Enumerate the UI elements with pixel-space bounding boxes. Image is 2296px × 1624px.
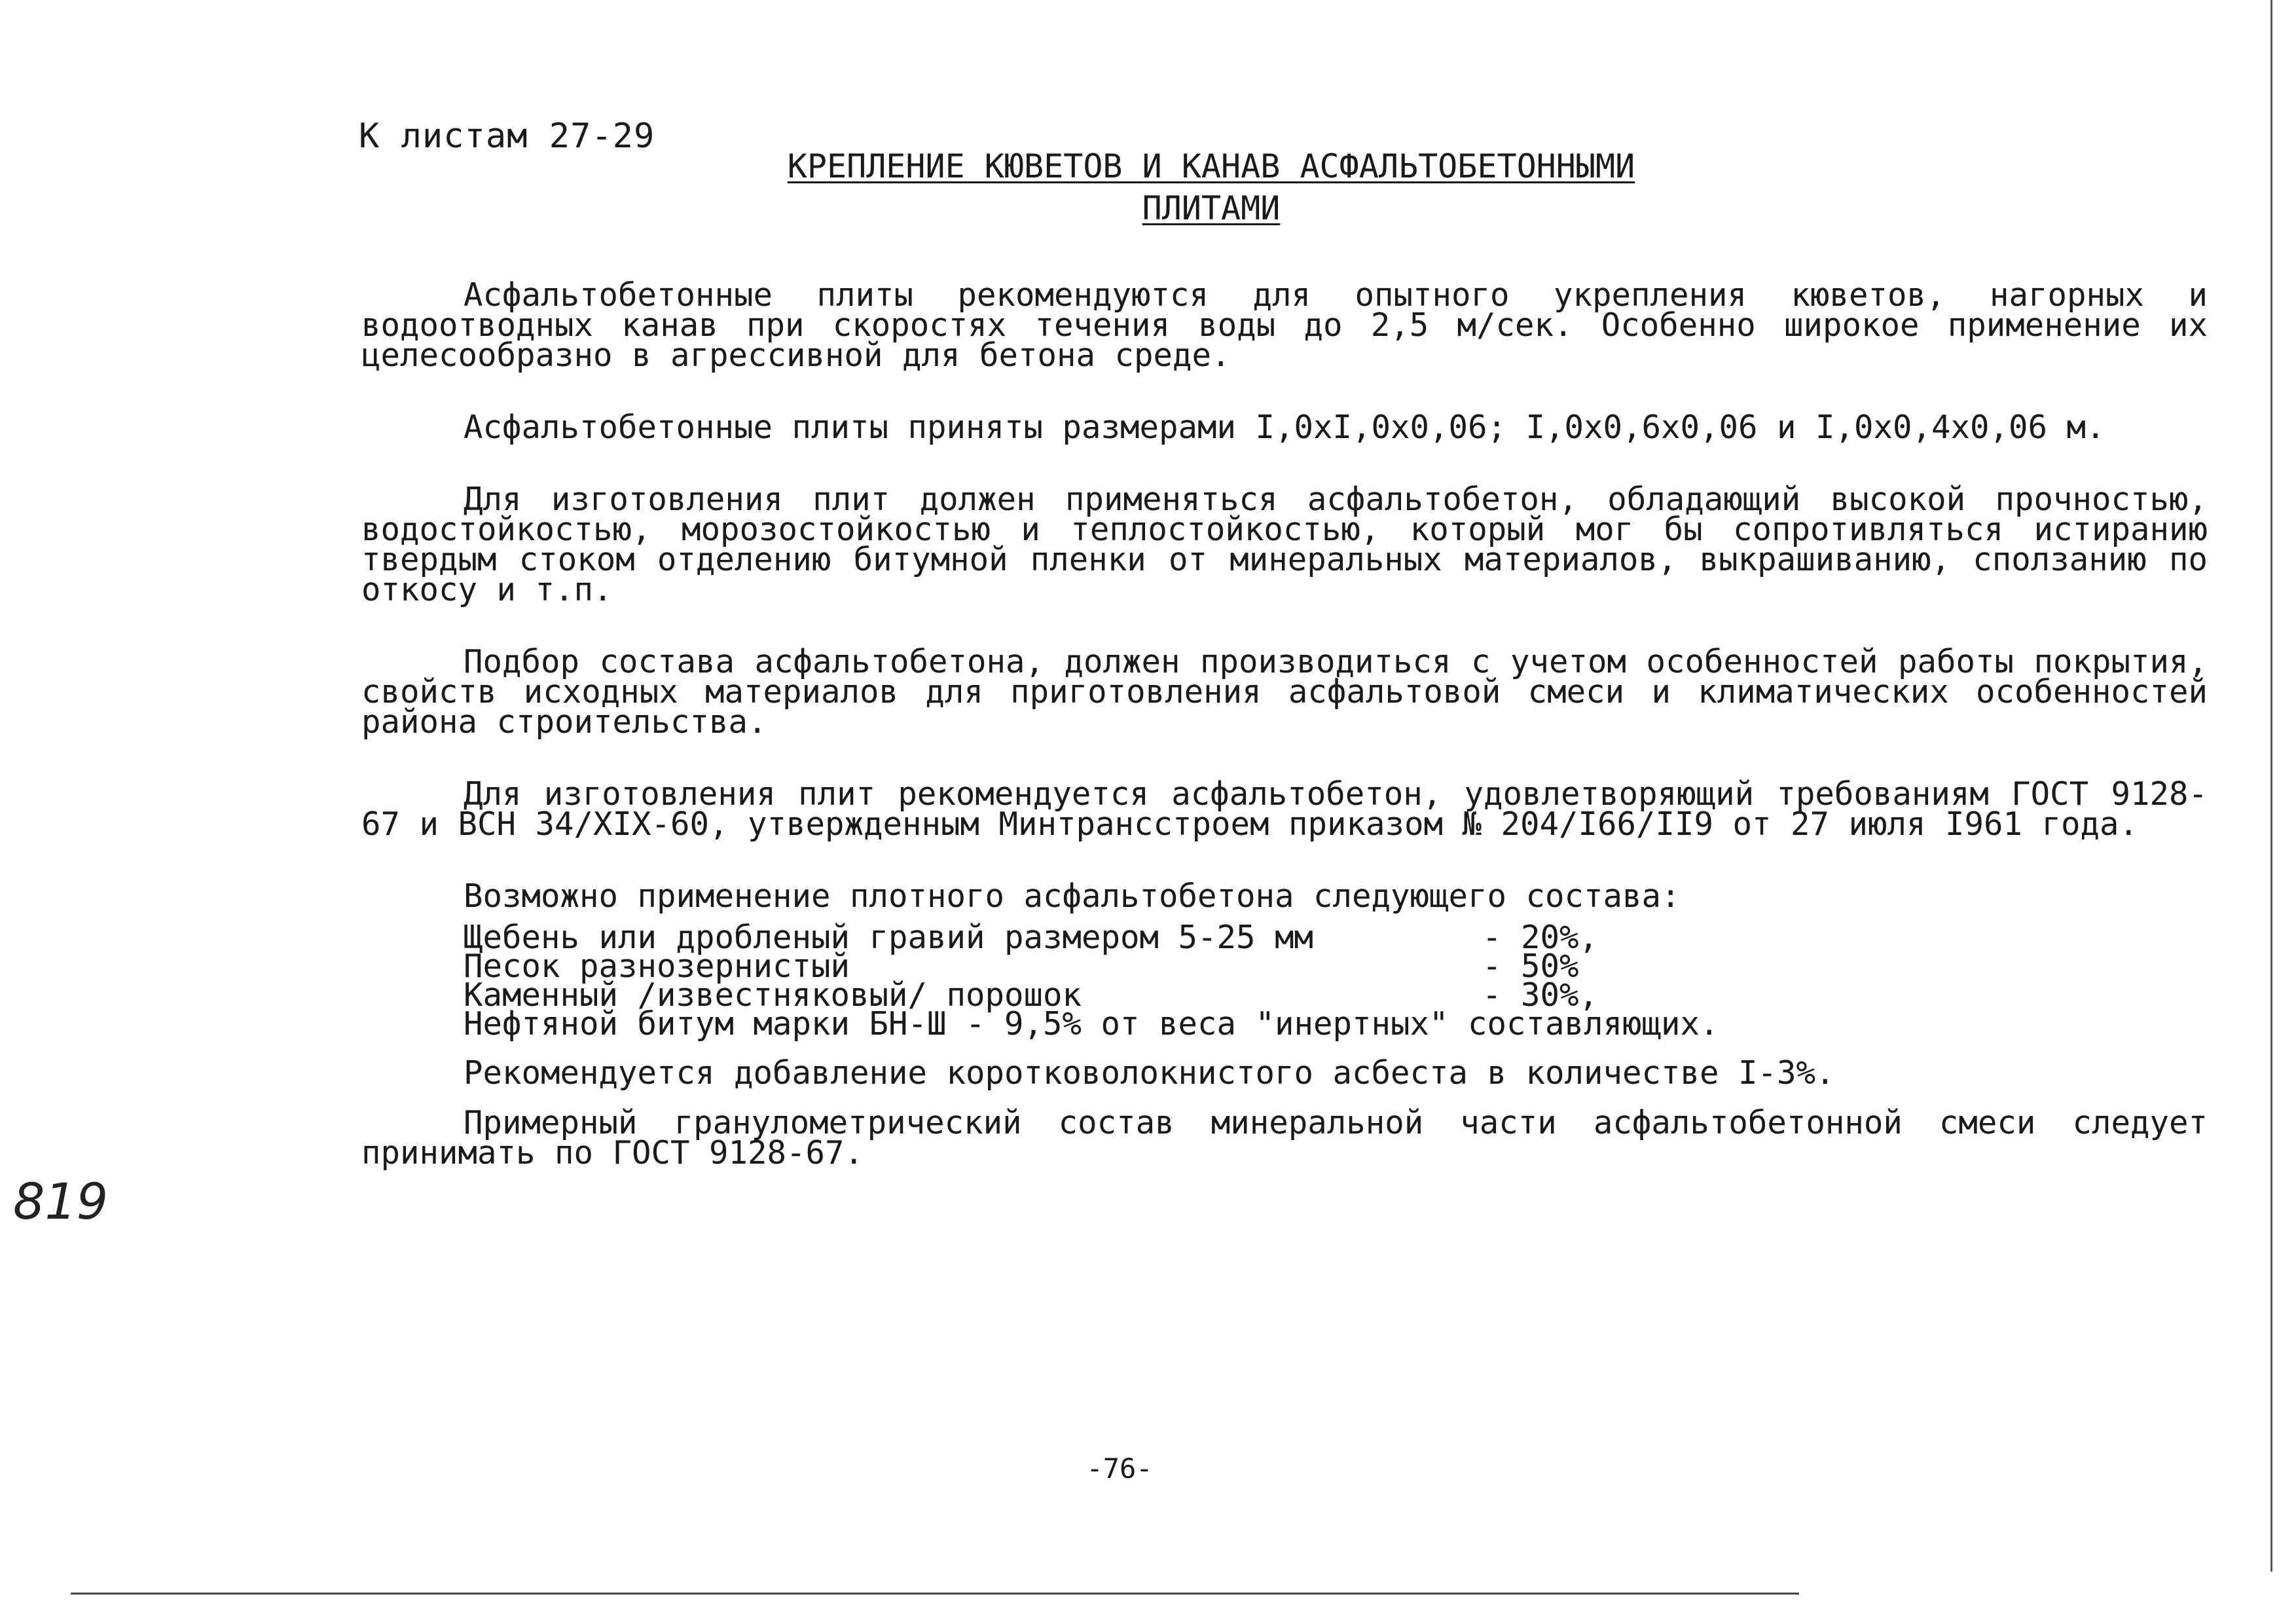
paragraph-1-text: Асфальтобетонные плиты рекомендуются для опытного укрепления кюветов, нагорных и водоотводных канав при скоростях течения воды до 2,5 м/сек. Особенно широкое применение их целесообразно в агрессивной для бетона среде. — [361, 276, 2208, 374]
paragraph-5-text: Для изготовления плит рекомендуется асфальтобетон, удовлетворяющий требованиям ГОСТ 9128-67 и ВСН 34/XIX-60, утвержденным Минтрансстроем приказом № 204/I66/II9 от 27 июля I961 года. — [361, 775, 2208, 843]
paragraph-2 — [361, 409, 2208, 446]
paragraph-5 — [361, 775, 2208, 843]
page-number: -76- — [1086, 1452, 1153, 1485]
bottom-rule-divider — [71, 1593, 1799, 1595]
bitumen-note: Нефтяной битум марки БН-Ш - 9,5% от веса "инертных" составляющих. — [464, 1005, 1719, 1043]
composition-item-value: - 30%, — [1482, 976, 1599, 1014]
granulometry-text: Примерный гранулометрический состав минеральной части асфальтобетонной смеси следует принимать по ГОСТ 9128-67. — [361, 1104, 2208, 1172]
composition-item-value: - 20%, — [1482, 919, 1599, 956]
composition-item-name: Песок разнозернистый — [464, 948, 850, 985]
composition-item-name: Щебень или дробленый гравий размером 5-25 мм — [464, 919, 1314, 956]
composition-block — [361, 877, 2208, 1043]
sheet-reference: К листам 27-29 — [359, 117, 655, 156]
body-text — [361, 276, 2208, 1210]
paragraph-3 — [361, 481, 2208, 608]
paragraph-2-text: Асфальтобетонные плиты приняты размерами I,0хI,0х0,06; I,0х0,6х0,06 и I,0х0,4х0,06 м. — [464, 409, 2105, 446]
granulometry-paragraph — [361, 1104, 2208, 1172]
composition-item-name: Каменный /известняковый/ порошок — [464, 976, 1082, 1014]
asbestos-note: Рекомендуется добавление коротковолокнистого асбеста в количестве I-3%. — [464, 1054, 1835, 1092]
margin-handwritten-number: 819 — [13, 1172, 109, 1230]
title-line-1: КРЕПЛЕНИЕ КЮВЕТОВ И КАНАВ АСФАЛЬТОБЕТОННЫМИ — [787, 147, 1635, 185]
composition-lead: Возможно применение плотного асфальтобетона следующего состава: — [464, 877, 1681, 915]
right-edge-rule — [2270, 0, 2272, 1572]
document-title — [720, 145, 1702, 229]
composition-item-value: - 50% — [1482, 948, 1579, 985]
paragraph-4 — [361, 643, 2208, 741]
paragraph-1 — [361, 276, 2208, 374]
title-line-2: ПЛИТАМИ — [1142, 189, 1281, 227]
paragraph-3-text: Для изготовления плит должен применяться асфальтобетон, обладающий высокой прочностью, водостойкостью, морозостойкостью и теплостойкостью, который мог бы сопротивляться истиранию твердым стоком отделению битумной пленки от минеральных материалов, выкрашиванию, сползанию по откосу и т.п. — [361, 481, 2208, 608]
paragraph-4-text: Подбор состава асфальтобетона, должен производиться с учетом особенностей работы покрытия, свойств исходных материалов для приготовления асфальтовой смеси и климатических особенностей района строительства. — [361, 643, 2208, 741]
